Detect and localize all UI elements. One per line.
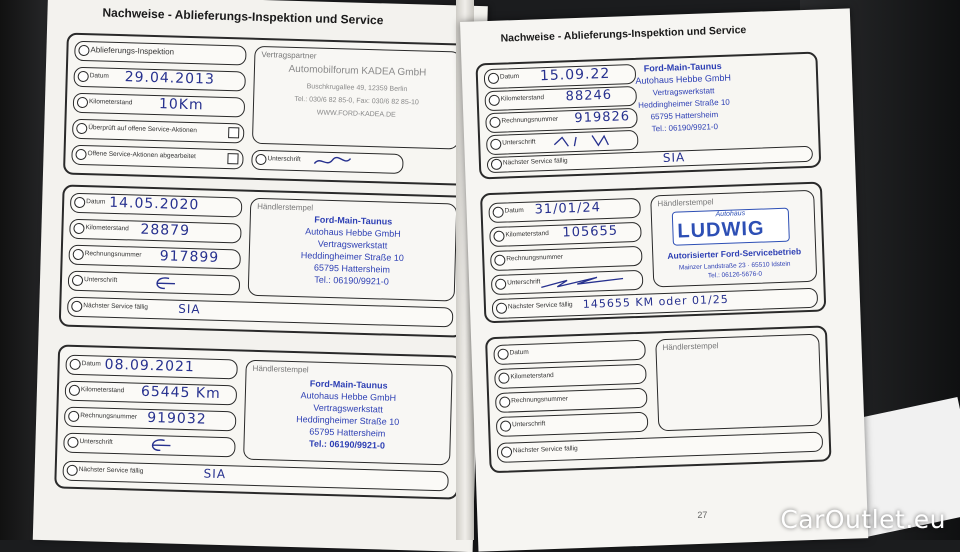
field-label: Überprüft auf offene Service-Aktionen [88,124,197,135]
handwritten-date: 15.09.22 [539,65,611,85]
handwritten-date: 08.09.2021 [104,356,196,376]
radio-dot-icon [78,71,89,82]
field-label: Kilometerstand [510,371,554,381]
stamp-line: Vertragswerkstatt [313,402,383,415]
stamp-line: Mainzer Landstraße 23 · 65510 Idstein [678,260,791,272]
field-label: Rechnungsnummer [80,412,138,421]
invoice-field [490,246,643,271]
km-field [69,219,241,244]
radio-dot-icon [500,420,511,431]
radio-dot-icon [67,437,78,448]
right-page-title: Nachweise - Ablieferungs-Inspektion und Service [500,24,747,45]
field-label: Nächster Service fällig [502,157,568,167]
partner-phone: Tel.: 030/6 82 85-0, Fax: 030/6 82 85-10 [294,95,419,107]
signature-field [496,412,649,437]
partner-web: WWW.FORD-KADEA.DE [316,109,396,119]
radio-dot-icon [76,123,87,134]
radio-dot-icon [498,372,509,383]
checkbox-icon [228,127,239,138]
radio-dot-icon [494,255,505,266]
invoice-field [495,388,648,413]
radio-dot-icon [77,97,88,108]
signature-field [251,150,403,174]
stamp-line: Ford-Main-Taunus [309,378,388,391]
handwritten-next-service: 145655 KM oder 01/25 [582,292,729,311]
partner-name: Automobilforum KADEA GmbH [288,63,427,79]
field-label: Nächster Service fällig [83,302,149,311]
radio-dot-icon [75,149,86,160]
radio-dot-icon [490,139,501,150]
handwritten-km: 65445 Km [140,383,221,402]
stamp-line: Tel.: 06190/9921-0 [651,122,719,134]
radio-dot-icon [255,154,266,165]
left-page-title: Nachweise - Ablieferungs-Inspektion und Service [102,5,384,28]
stamp-line: Ford-Main-Taunus [643,60,722,74]
stamp-line: Tel.: 06190/9921-0 [308,438,386,451]
field-label: Kilometerstand [505,230,549,239]
watermark-logo: CarOutlet.eu [780,505,946,534]
checkbox-icon [227,153,238,164]
service-card-2024 [480,181,826,323]
field-label: Kilometerstand [88,98,133,107]
field-label: Datum [509,348,529,357]
radio-dot-icon [68,411,79,422]
next-service-field [62,461,448,492]
stamp-line: Ford-Main-Taunus [314,214,393,227]
km-field [73,93,245,118]
signature-scribble [144,437,174,453]
page-number: 27 [697,509,708,521]
stamp-line: Tel.: 06190/9921-0 [314,274,390,287]
service-booklet [38,0,848,540]
handwritten-date: 31/01/24 [534,200,602,218]
radio-dot-icon [488,73,499,84]
radio-dot-icon [497,349,508,360]
stamp-box-label: Händlerstempel [252,363,309,375]
signature-field [63,433,235,458]
stamp-line: Autohaus Hebbe GmbH [300,390,397,403]
open-actions-field [71,145,243,170]
ludwig-subtitle: Autohaus [715,210,746,219]
radio-dot-icon [489,95,500,106]
dealer-stamp-box [243,360,453,466]
handwritten-next-service: SIA [178,301,201,317]
stamp-box-label: Händlerstempel [657,197,714,209]
handwritten-next-service: SIA [662,150,686,165]
field-label: Kilometerstand [500,94,545,103]
radio-dot-icon [495,279,506,290]
field-label: Nächster Service fällig [507,301,573,311]
next-service-field [67,297,453,328]
handwritten-invoice: 919826 [574,109,631,127]
field-label: Datum [504,206,524,215]
radio-dot-icon [499,396,510,407]
stamp-line: Tel.: 06126-5676-0 [707,270,763,280]
ludwig-logo [672,208,790,246]
handwritten-km: 28879 [140,221,191,240]
invoice-field [64,407,236,432]
stamp-box-label: Händlerstempel [662,341,719,353]
next-service-field [497,432,823,463]
date-field [70,193,242,218]
stamp-line: 65795 Hattersheim [313,262,391,275]
service-card-empty [485,325,832,473]
dealer-stamp-box [248,198,458,302]
field-label: Unterschrift [83,276,118,285]
recall-check-field [72,119,244,144]
radio-dot-icon [493,231,504,242]
field-label: Kilometerstand [85,224,129,233]
delivery-heading-field [74,41,246,66]
stamp-line: Vertragswerkstatt [317,238,388,251]
km-field [65,381,237,406]
stamp-line: Heddingheimer Straße 10 [300,250,404,264]
radio-dot-icon [496,303,507,314]
field-label: Nächster Service fällig [78,466,144,475]
stamp-line: Vertragswerkstatt [652,86,715,98]
stamp-line: Autohaus Hebbe GmbH [305,226,401,239]
field-label: Offene Service-Aktionen abgearbeitet [87,150,196,161]
radio-dot-icon [67,465,78,476]
radio-dot-icon [73,223,84,234]
service-card-2020 [59,184,467,337]
service-card-2022 [475,52,821,180]
field-label: Unterschrift [502,138,536,147]
radio-dot-icon [73,249,84,260]
km-field [489,222,642,247]
field-label: Datum [89,72,109,80]
field-label: Unterschrift [507,278,541,287]
date-field [488,198,641,223]
stamp-line: 65795 Hattersheim [309,426,386,439]
ludwig-wordmark: LUDWIG [677,217,765,243]
signature-field [491,270,644,295]
field-label: Datum [499,72,520,81]
radio-dot-icon [501,446,512,457]
field-label: Datum [86,198,106,206]
handwritten-invoice: 917899 [159,248,220,266]
field-label: Rechnungsnummer [501,115,559,125]
handwritten-km: 88246 [565,87,613,105]
radio-dot-icon [72,275,83,286]
radio-dot-icon [491,159,502,170]
radio-dot-icon [492,207,503,218]
stamp-line: Autohaus Hebbe GmbH [635,72,732,86]
handwritten-date: 14.05.2020 [108,194,200,214]
handwritten-date: 29.04.2013 [124,69,216,88]
right-page [460,8,868,551]
radio-dot-icon [70,359,81,370]
radio-dot-icon [71,301,82,312]
dealer-stamp-box [655,334,822,432]
signature-field [68,271,240,296]
field-label: Nächster Service fällig [512,445,578,455]
delivery-inspection-card [63,33,471,186]
field-label: Kilometerstand [80,386,125,395]
handwritten-next-service: SIA [203,466,227,482]
km-field [494,364,647,389]
signature-scribble [537,272,627,290]
field-label: Unterschrift [267,155,301,164]
dealer-stamp-box [650,190,817,288]
radio-dot-icon [78,45,89,56]
partner-stamp-box [252,46,462,150]
partner-address: Buschkrugallee 49, 12359 Berlin [306,83,408,94]
field-label: Datum [81,360,101,368]
invoice-field [68,245,240,270]
handwritten-km: 105655 [562,223,619,241]
date-field [65,355,237,380]
date-field [493,340,646,365]
field-label: Rechnungsnummer [84,250,142,259]
field-label: Unterschrift [511,420,546,429]
handwritten-invoice: 919032 [146,409,207,428]
field-label: Ablieferungs-Inspektion [90,45,175,57]
stamp-box-label: Vertragspartner [261,49,317,61]
radio-dot-icon [489,117,500,128]
left-page [33,0,488,552]
stamp-box-label: Händlerstempel [257,201,314,213]
date-field [73,67,245,92]
handwritten-km: 10Km [158,96,204,114]
stamp-line: Heddingheimer Straße 10 [638,97,730,110]
radio-dot-icon [74,197,85,208]
field-label: Unterschrift [79,438,113,446]
stamp-line: 65795 Hattersheim [650,110,719,122]
signature-scribble [312,153,352,169]
field-label: Rechnungsnummer [511,395,569,405]
field-label: Rechnungsnummer [506,253,564,263]
stamp-line: Heddingheimer Straße 10 [296,414,400,427]
service-card-2021 [54,344,462,499]
signature-scribble [149,275,179,291]
radio-dot-icon [69,385,80,396]
stamp-line: Autorisierter Ford-Servicebetrieb [667,246,802,261]
